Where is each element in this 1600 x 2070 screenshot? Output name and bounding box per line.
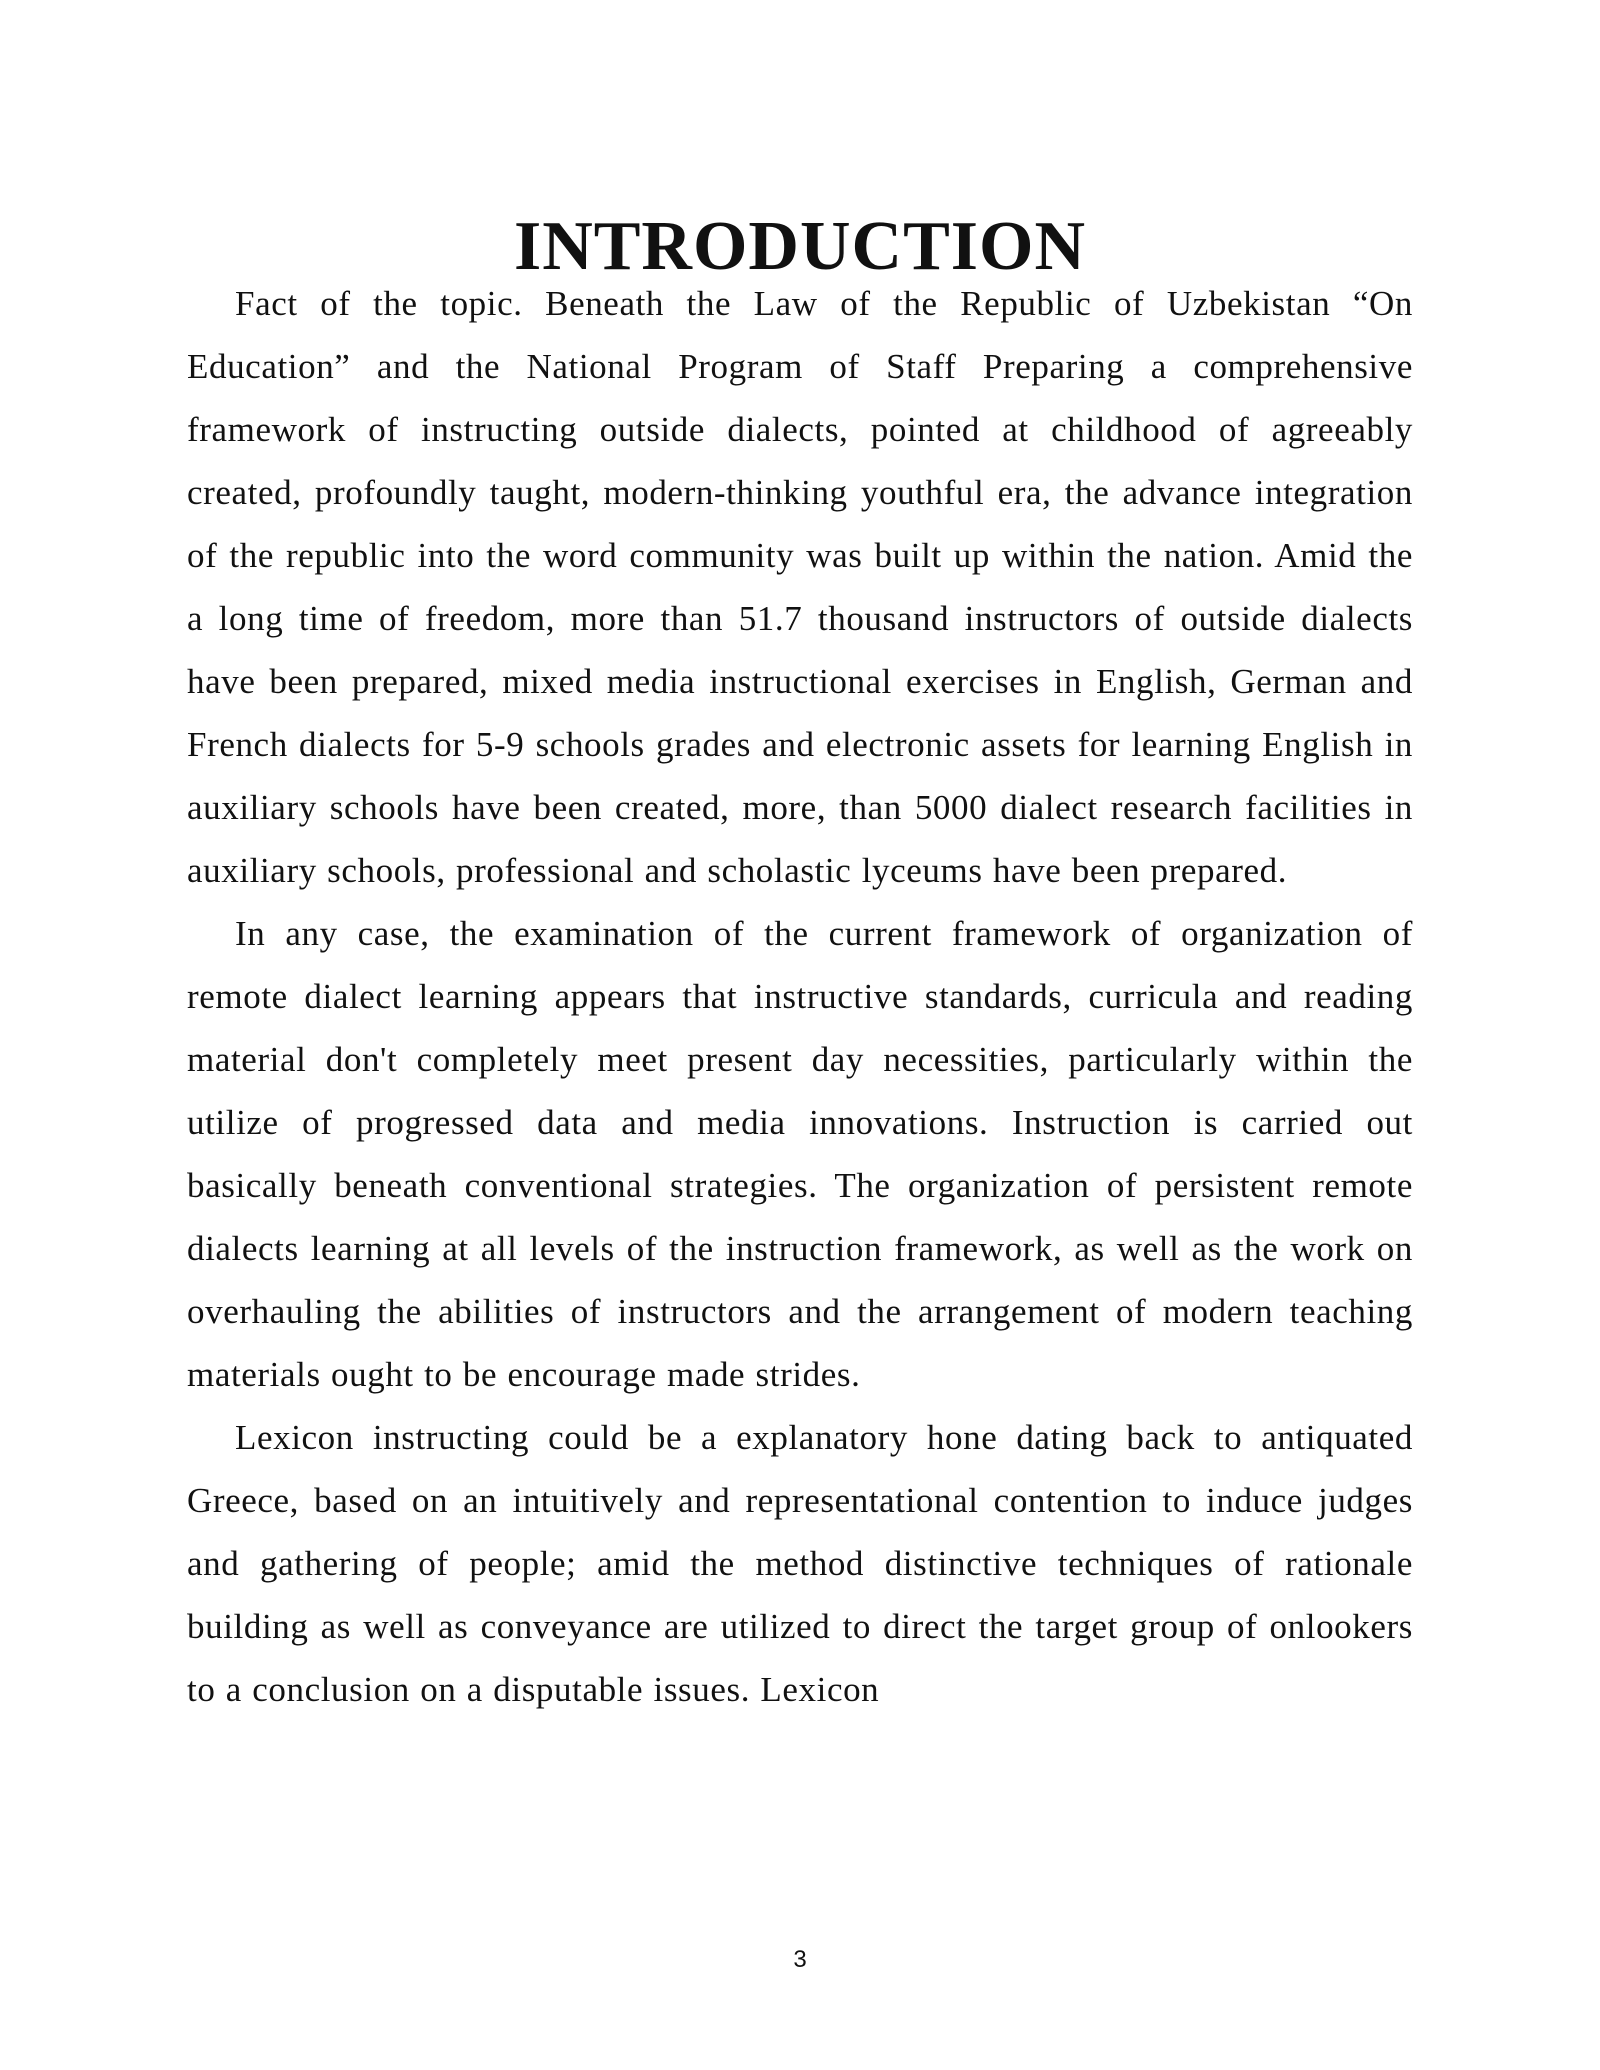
page-number: 3 — [793, 1946, 807, 1973]
paragraph: In any case, the examination of the current framework of organization of remote dialect learning appears that instructive standards, curricula and reading material don't completely meet present day necessities, particularly within the utilize of progressed data and media innovations. Instruction is carried out basically beneath conventional strategies. The organization of persistent remote dialects learning at all levels of the instruction framework, as well as the work on overhauling the abilities of instructors and the arrangement of modern teaching materials ought to be encourage made strides. — [187, 914, 1413, 1394]
paragraph: Lexicon instructing could be a explanatory hone dating back to antiquated Greece, based on an intuitively and representational contention to induce judges and gathering of people; amid the method distinctive techniques of rationale building as well as conveyance are utilized to direct the target group of onlookers to a conclusion on a disputable issues. Lexicon — [187, 1418, 1413, 1709]
page-body — [187, 208, 1413, 1721]
paragraph: Fact of the topic. Beneath the Law of the Republic of Uzbekistan “On Education” and the National Program of Staff Preparing a comprehensive framework of instructing outside dialects, pointed at childhood of agreeably created, profoundly taught, modern-thinking youthful era, the advance integration of the republic into the word community was built up within the nation. Amid the a long time of freedom, more than 51.7 thousand instructors of outside dialects have been prepared, mixed media instructional exercises in English, German and French dialects for 5-9 schools grades and electronic assets for learning English in auxiliary schools have been created, more, than 5000 dialect research facilities in auxiliary schools, professional and scholastic lyceums have been prepared. — [187, 284, 1413, 890]
section-title: INTRODUCTION — [513, 208, 1087, 285]
